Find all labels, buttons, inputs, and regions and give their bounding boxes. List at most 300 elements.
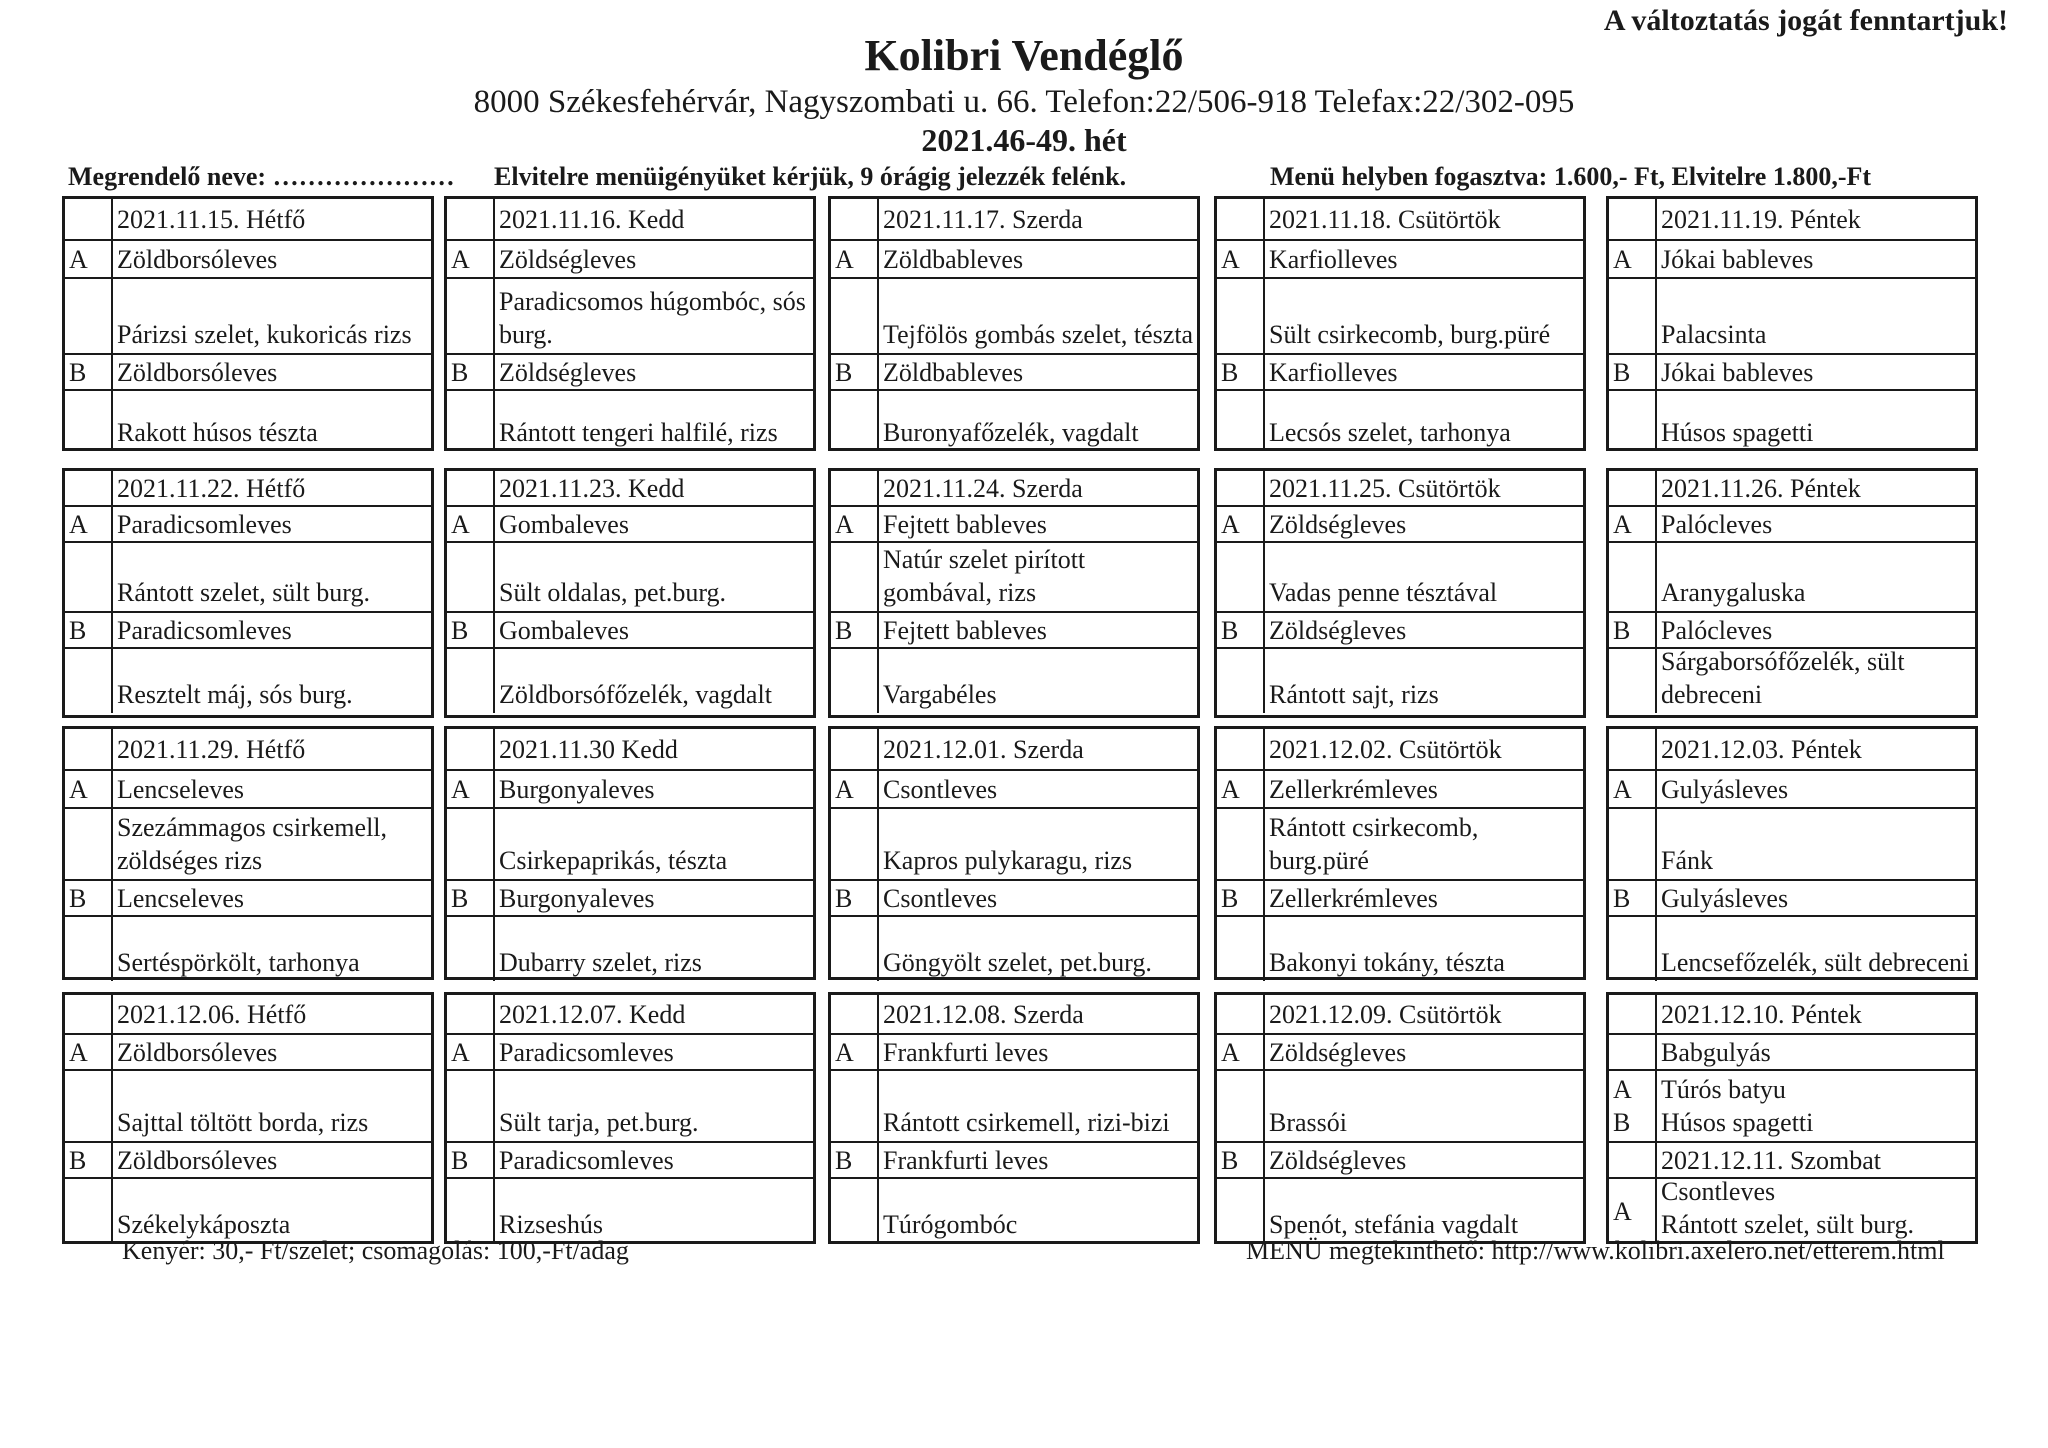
dish-name: Zellerkrémleves bbox=[1269, 774, 1438, 804]
menu-row bbox=[447, 807, 813, 879]
menu-row bbox=[1217, 879, 1583, 915]
info-bar bbox=[0, 162, 2048, 196]
menu-row bbox=[447, 879, 813, 915]
menu-option-letter bbox=[831, 279, 879, 353]
menu-row bbox=[447, 1177, 813, 1243]
menu-option-letter bbox=[65, 995, 113, 1033]
dish-name: Zöldségleves bbox=[1269, 615, 1407, 645]
menu-option-letter bbox=[1609, 995, 1657, 1033]
dish-name: Paradicsomleves bbox=[117, 615, 292, 645]
menu-row bbox=[1609, 807, 1975, 879]
menu-row bbox=[831, 807, 1197, 879]
dish-name: Rántott tengeri halfilé, rizs bbox=[499, 418, 778, 447]
menu-option-letter bbox=[1609, 543, 1657, 611]
menu-option-letter: A B bbox=[1609, 1071, 1657, 1141]
dish-name: Brassói bbox=[1269, 1108, 1347, 1137]
menu-row bbox=[831, 647, 1197, 713]
dish-name: Gulyásleves bbox=[1661, 883, 1789, 913]
address-line: 8000 Székesfehérvár, Nagyszombati u. 66. Telefon:22/506-918 Telefax:22/302-095 bbox=[473, 84, 1575, 120]
menu-option-letter: B bbox=[65, 613, 113, 647]
day-date: 2021.11.17. Szerda bbox=[883, 204, 1083, 234]
dish-name: Zöldborsóleves bbox=[117, 357, 278, 387]
menu-option-letter bbox=[447, 471, 495, 505]
day-date-row bbox=[447, 199, 813, 239]
menu-option-letter: A bbox=[447, 241, 495, 277]
day-date: 2021.11.30 Kedd bbox=[499, 734, 678, 764]
dish-name: Zöldborsófőzelék, vagdalt bbox=[499, 680, 772, 709]
day-date: 2021.12.10. Péntek bbox=[1661, 999, 1862, 1029]
menu-option-letter: A bbox=[831, 241, 879, 277]
menu-option-letter bbox=[831, 1179, 879, 1243]
day-date-row bbox=[447, 471, 813, 505]
menu-option-letter bbox=[831, 543, 879, 611]
menu-option-letter bbox=[65, 649, 113, 713]
price-note: Menü helyben fogasztva: 1.600,- Ft, Elvitelre 1.800,-Ft bbox=[1270, 162, 1872, 191]
menu-option-letter: A bbox=[447, 1035, 495, 1069]
day-date: 2021.11.24. Szerda bbox=[883, 473, 1083, 503]
menu-row bbox=[447, 1141, 813, 1177]
menu-option-letter bbox=[1217, 809, 1265, 879]
menu-row bbox=[831, 769, 1197, 807]
menu-option-letter: A bbox=[65, 241, 113, 277]
menu-row bbox=[65, 1033, 431, 1069]
day-date: 2021.11.16. Kedd bbox=[499, 204, 685, 234]
dish-name: Túrógombóc bbox=[883, 1210, 1018, 1239]
week-block bbox=[62, 468, 1998, 718]
menu-option-letter: B bbox=[1609, 881, 1657, 915]
menu-option-letter bbox=[1217, 1071, 1265, 1141]
menu-row bbox=[65, 505, 431, 541]
day-date-row bbox=[65, 199, 431, 239]
menu-row bbox=[447, 277, 813, 353]
dish-name: Szezámmagos csirkemell, zöldséges rizs bbox=[117, 813, 388, 875]
dish-name: Zöldségleves bbox=[499, 244, 637, 274]
menu-row bbox=[831, 611, 1197, 647]
menu-row bbox=[1217, 389, 1583, 451]
day-date-row bbox=[1217, 471, 1583, 505]
day-date-row bbox=[1609, 471, 1975, 505]
menu-option-letter bbox=[1609, 809, 1657, 879]
dish-name: Lencseleves bbox=[117, 774, 245, 804]
menu-row bbox=[831, 1177, 1197, 1243]
menu-row bbox=[65, 1141, 431, 1177]
menu-row bbox=[1609, 541, 1975, 611]
dish-name: Túrós batyu Húsos spagetti bbox=[1661, 1075, 1814, 1137]
menu-row bbox=[1609, 277, 1975, 353]
dish-name: Zöldborsóleves bbox=[117, 1145, 278, 1175]
day-menu bbox=[62, 196, 434, 451]
dish-name: Lencseleves bbox=[117, 883, 245, 913]
dish-name: Zöldbableves bbox=[883, 244, 1024, 274]
menu-url-note: MENÜ megtekinthető: http://www.kolibri.axelero.net/etterem.html bbox=[1246, 1236, 1945, 1265]
dish-name: Palacsinta bbox=[1661, 320, 1767, 349]
day-date-row bbox=[1217, 729, 1583, 769]
menu-option-letter bbox=[65, 471, 113, 505]
menu-row bbox=[1609, 239, 1975, 277]
week-block bbox=[62, 726, 1998, 980]
menu-option-letter: A bbox=[1609, 771, 1657, 807]
takeaway-note: Elvitelre menüigényüket kérjük, 9 órágig jelezzék felénk. bbox=[494, 162, 1127, 191]
menu-option-letter: A bbox=[831, 507, 879, 541]
menu-option-letter: B bbox=[1217, 355, 1265, 389]
menu-option-letter bbox=[831, 995, 879, 1033]
menu-option-letter bbox=[1609, 471, 1657, 505]
dish-name: Karfiolleves bbox=[1269, 244, 1398, 274]
day-menu bbox=[1214, 196, 1586, 451]
menu-option-letter bbox=[447, 1179, 495, 1243]
dish-name: Fejtett bableves bbox=[883, 615, 1047, 645]
dish-name: Karfiolleves bbox=[1269, 357, 1398, 387]
menu-option-letter: A bbox=[1609, 507, 1657, 541]
menu-option-letter: B bbox=[1609, 355, 1657, 389]
menu-row bbox=[65, 879, 431, 915]
menu-row bbox=[831, 239, 1197, 277]
menu-option-letter bbox=[831, 471, 879, 505]
menu-row bbox=[831, 389, 1197, 451]
dish-name: 2021.12.11. Szombat bbox=[1661, 1145, 1882, 1175]
menu-row bbox=[831, 541, 1197, 611]
menu-option-letter: B bbox=[447, 1143, 495, 1177]
dish-name: Sertéspörkölt, tarhonya bbox=[117, 948, 360, 977]
dish-name: Burgonyaleves bbox=[499, 774, 655, 804]
dish-name: Gulyásleves bbox=[1661, 774, 1789, 804]
menu-option-letter bbox=[65, 199, 113, 239]
menu-row bbox=[1609, 647, 1975, 713]
menu-row bbox=[1609, 915, 1975, 981]
menu-option-letter bbox=[65, 1179, 113, 1243]
menu-option-letter bbox=[831, 809, 879, 879]
menu-option-letter: A bbox=[447, 507, 495, 541]
menu-row bbox=[65, 611, 431, 647]
menu-option-letter: B bbox=[831, 613, 879, 647]
dish-name: Buronyafőzelék, vagdalt bbox=[883, 418, 1139, 447]
day-menu bbox=[828, 726, 1200, 980]
menu-option-letter bbox=[1609, 1035, 1657, 1069]
menu-option-letter bbox=[1609, 917, 1657, 981]
orderer-name-label: Megrendelő neve: ………………… bbox=[68, 162, 455, 191]
dish-name: Zöldségleves bbox=[1269, 1037, 1407, 1067]
notice: A változtatás jogát fenntartjuk! bbox=[1603, 4, 2008, 37]
day-date-row bbox=[1609, 995, 1975, 1033]
dish-name: Lecsós szelet, tarhonya bbox=[1269, 418, 1511, 447]
dish-name: Gombaleves bbox=[499, 509, 629, 539]
menu-option-letter: A bbox=[65, 1035, 113, 1069]
day-date: 2021.11.18. Csütörtök bbox=[1269, 204, 1501, 234]
menu-row bbox=[447, 611, 813, 647]
day-date: 2021.12.01. Szerda bbox=[883, 734, 1084, 764]
day-menu bbox=[828, 992, 1200, 1244]
dish-name: Csontleves bbox=[883, 774, 998, 804]
week-block bbox=[62, 992, 1998, 1244]
menu-option-letter: B bbox=[1609, 613, 1657, 647]
menu-option-letter: A bbox=[831, 771, 879, 807]
menu-option-letter bbox=[447, 543, 495, 611]
menu-row bbox=[447, 769, 813, 807]
dish-name: Palócleves bbox=[1661, 509, 1773, 539]
menu-option-letter: A bbox=[1217, 1035, 1265, 1069]
menu-row bbox=[65, 353, 431, 389]
menu-row bbox=[831, 1069, 1197, 1141]
dish-name: Fánk bbox=[1661, 846, 1713, 875]
dish-name: Rizseshús bbox=[499, 1210, 603, 1239]
menu-row bbox=[831, 505, 1197, 541]
menu-row bbox=[1217, 769, 1583, 807]
menu-option-letter bbox=[831, 917, 879, 981]
day-menu bbox=[62, 468, 434, 718]
menu-option-letter: A bbox=[831, 1035, 879, 1069]
dish-name: Sült tarja, pet.burg. bbox=[499, 1108, 699, 1137]
day-menu bbox=[62, 992, 434, 1244]
dish-name: Rántott csirkemell, rizi-bizi bbox=[883, 1108, 1170, 1137]
day-date-row bbox=[447, 995, 813, 1033]
menu-row bbox=[65, 1069, 431, 1141]
day-menu bbox=[444, 726, 816, 980]
menu-option-letter bbox=[1609, 649, 1657, 713]
menu-row bbox=[1609, 389, 1975, 451]
menu-option-letter bbox=[447, 729, 495, 769]
dish-name: Burgonyaleves bbox=[499, 883, 655, 913]
menu-option-letter: B bbox=[447, 881, 495, 915]
day-date-row bbox=[1217, 995, 1583, 1033]
menu-option-letter bbox=[1217, 649, 1265, 713]
menu-row bbox=[1609, 1033, 1975, 1069]
dish-name: Göngyölt szelet, pet.burg. bbox=[883, 948, 1152, 977]
day-date: 2021.12.02. Csütörtök bbox=[1269, 734, 1502, 764]
menu-row bbox=[831, 277, 1197, 353]
menu-option-letter bbox=[65, 391, 113, 451]
menu-row bbox=[65, 807, 431, 879]
dish-name: Sült oldalas, pet.burg. bbox=[499, 578, 727, 607]
dish-name: Székelykáposzta bbox=[117, 1210, 291, 1239]
menu-option-letter bbox=[1217, 471, 1265, 505]
day-menu bbox=[1214, 992, 1586, 1244]
menu-option-letter bbox=[831, 199, 879, 239]
dish-name: Rakott húsos tészta bbox=[117, 418, 318, 447]
menu-option-letter: B bbox=[1217, 613, 1265, 647]
menu-option-letter bbox=[831, 391, 879, 451]
menu-row bbox=[1609, 353, 1975, 389]
menu-row bbox=[447, 647, 813, 713]
dish-name: Sült csirkecomb, burg.püré bbox=[1269, 320, 1551, 349]
dish-name: Zöldbableves bbox=[883, 357, 1024, 387]
menu-row bbox=[1217, 1177, 1583, 1243]
dish-name: Palócleves bbox=[1661, 615, 1773, 645]
bread-note: Kenyér: 30,- Ft/szelet; csomagolás: 100,-Ft/adag bbox=[122, 1236, 629, 1265]
day-menu bbox=[444, 468, 816, 718]
day-date: 2021.12.09. Csütörtök bbox=[1269, 999, 1502, 1029]
menu-row bbox=[447, 505, 813, 541]
menu-option-letter bbox=[447, 1071, 495, 1141]
menu-row bbox=[1217, 915, 1583, 981]
menu-row bbox=[65, 647, 431, 713]
menu-option-letter: A bbox=[1217, 771, 1265, 807]
day-menu bbox=[828, 196, 1200, 451]
dish-name: Frankfurti leves bbox=[883, 1145, 1049, 1175]
menu-option-letter: B bbox=[65, 1143, 113, 1177]
menu-row bbox=[447, 1033, 813, 1069]
day-date-row bbox=[1609, 199, 1975, 239]
dish-name: Resztelt máj, sós burg. bbox=[117, 680, 353, 709]
dish-name: Vargabéles bbox=[883, 680, 997, 709]
dish-name: Csirkepaprikás, tészta bbox=[499, 846, 728, 875]
menu-option-letter bbox=[1217, 543, 1265, 611]
menu-option-letter: A bbox=[1217, 241, 1265, 277]
menu-row bbox=[831, 1141, 1197, 1177]
menu-row bbox=[65, 541, 431, 611]
dish-name: Paradicsomleves bbox=[117, 509, 292, 539]
menu-option-letter bbox=[1609, 1143, 1657, 1177]
dish-name: Jókai bableves bbox=[1661, 357, 1814, 387]
menu-row bbox=[1217, 611, 1583, 647]
menu-row bbox=[831, 353, 1197, 389]
day-date: 2021.11.26. Péntek bbox=[1661, 473, 1861, 503]
menu-row bbox=[1217, 647, 1583, 713]
dish-name: Aranygaluska bbox=[1661, 578, 1806, 607]
day-menu bbox=[444, 196, 816, 451]
dish-name: Paradicsomleves bbox=[499, 1145, 674, 1175]
day-date-row bbox=[1217, 199, 1583, 239]
menu-row bbox=[1217, 239, 1583, 277]
dish-name: Zöldborsóleves bbox=[117, 1037, 278, 1067]
menu-option-letter bbox=[447, 917, 495, 981]
dish-name: Sajttal töltött borda, rizs bbox=[117, 1108, 369, 1137]
menu-option-letter bbox=[447, 279, 495, 353]
day-date: 2021.12.07. Kedd bbox=[499, 999, 686, 1029]
menu-row bbox=[1609, 1177, 1975, 1243]
dish-name: Spenót, stefánia vagdalt bbox=[1269, 1210, 1519, 1239]
day-menu bbox=[1606, 726, 1978, 980]
menu-row bbox=[1217, 807, 1583, 879]
menu-option-letter bbox=[831, 649, 879, 713]
dish-name: Vadas penne tésztával bbox=[1269, 578, 1498, 607]
menu-option-letter bbox=[65, 917, 113, 981]
menu-row bbox=[831, 1033, 1197, 1069]
menu-option-letter: B bbox=[447, 613, 495, 647]
day-date-row bbox=[1609, 729, 1975, 769]
menu-option-letter bbox=[1609, 729, 1657, 769]
menu-option-letter bbox=[65, 279, 113, 353]
menu-option-letter: A bbox=[65, 771, 113, 807]
menu-option-letter: A bbox=[1217, 507, 1265, 541]
menu-row bbox=[65, 389, 431, 451]
menu-row bbox=[1217, 1141, 1583, 1177]
day-date: 2021.11.19. Péntek bbox=[1661, 204, 1861, 234]
menu-option-letter: A bbox=[1609, 1179, 1657, 1243]
menu-row bbox=[1609, 769, 1975, 807]
day-menu bbox=[1214, 468, 1586, 718]
menu-option-letter bbox=[1217, 917, 1265, 981]
dish-name: Zöldségleves bbox=[499, 357, 637, 387]
day-menu bbox=[62, 726, 434, 980]
dish-name: Rántott csirkecomb, burg.püré bbox=[1269, 813, 1479, 875]
day-date-row bbox=[831, 729, 1197, 769]
menu-row bbox=[1609, 1069, 1975, 1141]
dish-name: Rántott sajt, rizs bbox=[1269, 680, 1439, 709]
day-date: 2021.11.15. Hétfő bbox=[117, 204, 306, 234]
menu-row bbox=[1217, 505, 1583, 541]
menu-option-letter bbox=[1217, 1179, 1265, 1243]
menu-option-letter: B bbox=[831, 1143, 879, 1177]
day-date-row bbox=[65, 729, 431, 769]
menu-option-letter: B bbox=[447, 355, 495, 389]
menu-option-letter bbox=[1217, 729, 1265, 769]
dish-name: Párizsi szelet, kukoricás rizs bbox=[117, 320, 412, 349]
menu-row bbox=[1609, 1141, 1975, 1177]
dish-name: Csontleves bbox=[883, 883, 998, 913]
menu-option-letter bbox=[1217, 391, 1265, 451]
menu-row bbox=[65, 1177, 431, 1243]
dish-name: Zöldségleves bbox=[1269, 1145, 1407, 1175]
dish-name: Bakonyi tokány, tészta bbox=[1269, 948, 1505, 977]
menu-row bbox=[1609, 879, 1975, 915]
menu-option-letter: B bbox=[65, 881, 113, 915]
day-date: 2021.11.23. Kedd bbox=[499, 473, 685, 503]
menu-option-letter bbox=[65, 809, 113, 879]
day-date-row bbox=[447, 729, 813, 769]
menu-option-letter bbox=[447, 199, 495, 239]
menu-option-letter bbox=[447, 391, 495, 451]
day-date-row bbox=[65, 471, 431, 505]
dish-name: Dubarry szelet, rizs bbox=[499, 948, 702, 977]
dish-name: Kapros pulykaragu, rizs bbox=[883, 846, 1133, 875]
menu-row bbox=[447, 1069, 813, 1141]
dish-name: Gombaleves bbox=[499, 615, 629, 645]
dish-name: Zöldborsóleves bbox=[117, 244, 278, 274]
menu-option-letter bbox=[1609, 199, 1657, 239]
day-date: 2021.11.25. Csütörtök bbox=[1269, 473, 1501, 503]
menu-row bbox=[1217, 541, 1583, 611]
menu-option-letter bbox=[65, 543, 113, 611]
menu-option-letter bbox=[447, 995, 495, 1033]
menu-option-letter: A bbox=[65, 507, 113, 541]
dish-name: Natúr szelet pirított gombával, rizs bbox=[883, 545, 1086, 607]
dish-name: Lencsefőzelék, sült debreceni bbox=[1661, 948, 1970, 977]
dish-name: Zellerkrémleves bbox=[1269, 883, 1438, 913]
menu-option-letter: B bbox=[65, 355, 113, 389]
day-menu bbox=[1214, 726, 1586, 980]
menu-option-letter: B bbox=[831, 355, 879, 389]
menu-row bbox=[65, 239, 431, 277]
dish-name: Babgulyás bbox=[1661, 1037, 1771, 1067]
menu-option-letter bbox=[1609, 279, 1657, 353]
menu-option-letter bbox=[831, 1071, 879, 1141]
dish-name: Zöldségleves bbox=[1269, 509, 1407, 539]
menu-row bbox=[1609, 611, 1975, 647]
dish-name: Paradicsomos húgombóc, sós burg. bbox=[499, 287, 806, 349]
dish-name: Tejfölös gombás szelet, tészta bbox=[883, 320, 1194, 349]
week-block bbox=[62, 196, 1998, 451]
day-date: 2021.12.08. Szerda bbox=[883, 999, 1084, 1029]
menu-row bbox=[1217, 277, 1583, 353]
restaurant-title: Kolibri Vendéglő bbox=[864, 31, 1184, 80]
dish-name: Jókai bableves bbox=[1661, 244, 1814, 274]
menu-row bbox=[65, 769, 431, 807]
menu-option-letter bbox=[447, 809, 495, 879]
menu-option-letter bbox=[831, 729, 879, 769]
menu-option-letter: B bbox=[1217, 1143, 1265, 1177]
menu-option-letter bbox=[447, 649, 495, 713]
day-date-row bbox=[831, 199, 1197, 239]
day-menu bbox=[1606, 468, 1978, 718]
menu-row bbox=[447, 915, 813, 981]
day-date-row bbox=[831, 471, 1197, 505]
menu-row bbox=[1217, 1033, 1583, 1069]
day-menu bbox=[828, 468, 1200, 718]
week-label: 2021.46-49. hét bbox=[921, 122, 1127, 158]
menu-row bbox=[831, 915, 1197, 981]
day-date: 2021.12.06. Hétfő bbox=[117, 999, 307, 1029]
menu-row bbox=[65, 277, 431, 353]
